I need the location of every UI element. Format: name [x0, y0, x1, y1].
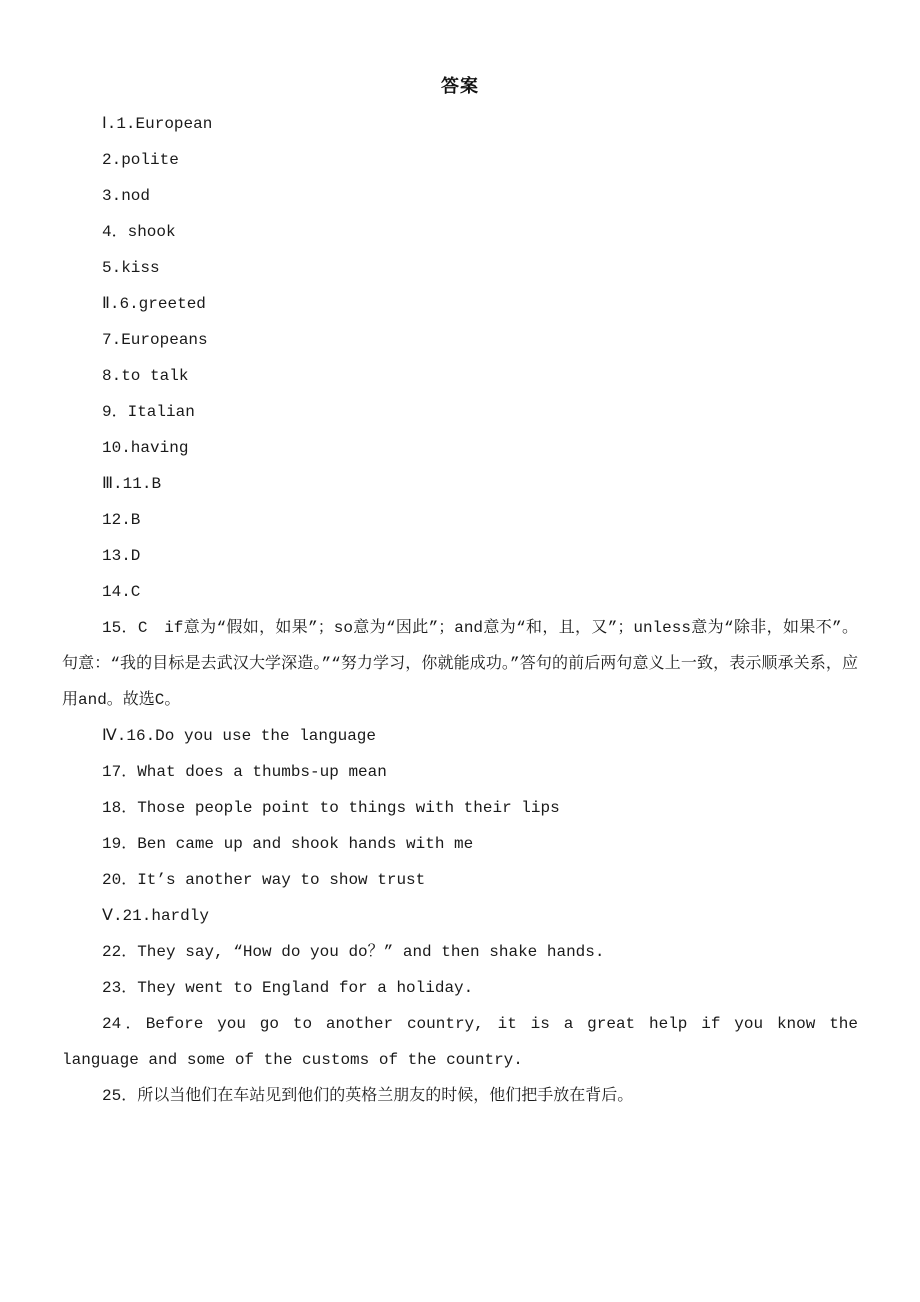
answer-line-18: 18．Those people point to things with their lips — [102, 799, 560, 817]
answer-line-24: 24．Before you go to another country, it is a great help if you know the language and some of the customs of the country. — [62, 1015, 858, 1069]
answer-line-1: Ⅰ.1.European — [102, 115, 213, 133]
answer-line-5: 5.kiss — [102, 259, 160, 277]
page-title: 答案 — [441, 78, 479, 98]
answer-line-7: 7.Europeans — [102, 331, 208, 349]
answers-list — [62, 106, 858, 1114]
answer-line-6: Ⅱ.6.greeted — [102, 295, 206, 313]
answer-line-13: 13.D — [102, 547, 141, 565]
answer-line-9: 9．Italian — [102, 403, 195, 421]
answer-line-20: 20．It’s another way to show trust — [102, 871, 426, 889]
answer-line-22: 22．They say, “How do you do？” and then shake hands. — [102, 943, 605, 961]
answer-line-25: 25．所以当他们在车站见到他们的英格兰朋友的时候，他们把手放在背后。 — [102, 1087, 634, 1105]
answer-line-2: 2.polite — [102, 151, 179, 169]
answer-line-8: 8.to talk — [102, 367, 189, 385]
answer-line-11: Ⅲ.11.B — [102, 475, 162, 493]
answer-line-21: Ⅴ.21.hardly — [102, 907, 209, 925]
answer-line-14: 14.C — [102, 583, 141, 601]
answer-line-16: Ⅳ.16.Do you use the language — [102, 727, 377, 745]
answer-line-3: 3.nod — [102, 187, 151, 205]
answer-line-19: 19．Ben came up and shook hands with me — [102, 835, 474, 853]
answer-line-4: 4．shook — [102, 223, 176, 241]
answer-line-15: 15．C if意为“假如，如果”；so意为“因此”；and意为“和，且，又”；unless意为“除非，如果不”。句意：“我的目标是去武汉大学深造。”“努力学习，你就能成功。”答句的前后两句意义上一致，表示顺承关系，应用and。故选C。 — [62, 619, 858, 709]
answer-line-17: 17．What does a thumbs-up mean — [102, 763, 387, 781]
answer-line-12: 12.B — [102, 511, 141, 529]
answer-line-23: 23．They went to England for a holiday. — [102, 979, 474, 997]
answer-line-10: 10.having — [102, 439, 189, 457]
